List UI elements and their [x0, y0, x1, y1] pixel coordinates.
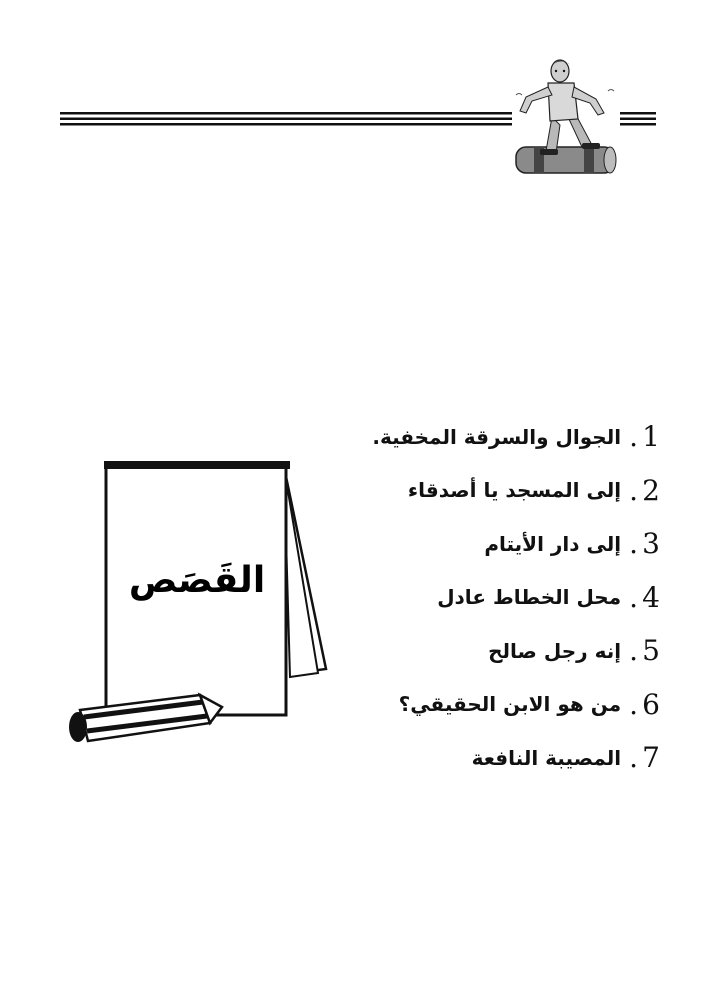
story-title: من هو الابن الحقيقي؟	[398, 692, 622, 717]
list-item[interactable]	[300, 678, 660, 732]
story-title: محل الخطاط عادل	[437, 585, 622, 610]
stories-list	[300, 410, 660, 785]
list-dot: .	[629, 741, 638, 775]
list-dot: .	[629, 527, 638, 561]
story-title: المصيبة النافعة	[471, 745, 622, 770]
list-dot: .	[629, 634, 638, 668]
story-number: 3	[642, 527, 660, 561]
man-balancing-on-barrel-icon	[512, 55, 618, 175]
story-title: إنه رجل صالح	[488, 638, 622, 663]
list-dot: .	[629, 687, 638, 721]
story-title: إلى المسجد يا أصدقاء	[407, 478, 622, 503]
header-rule-right	[620, 112, 656, 126]
list-dot: .	[629, 580, 638, 614]
story-number: 4	[642, 580, 660, 614]
list-item[interactable]	[300, 731, 660, 785]
list-item[interactable]	[300, 517, 660, 571]
story-number: 2	[642, 473, 660, 507]
header-rule-left	[60, 112, 512, 126]
list-item[interactable]	[300, 624, 660, 678]
story-number: 5	[642, 634, 660, 668]
story-title: الجوال والسرقة المخفية.	[372, 424, 622, 449]
list-dot: .	[629, 420, 638, 454]
notepad-with-pencil-icon	[60, 455, 340, 755]
story-title: إلى دار الأيتام	[484, 531, 622, 556]
story-number: 7	[642, 741, 660, 775]
list-item[interactable]	[300, 464, 660, 518]
list-item[interactable]	[300, 571, 660, 625]
story-number: 1	[642, 420, 660, 454]
story-number: 6	[642, 687, 660, 721]
list-item[interactable]	[300, 410, 660, 464]
list-dot: .	[629, 473, 638, 507]
notebook-title: القَصَص	[128, 560, 266, 601]
